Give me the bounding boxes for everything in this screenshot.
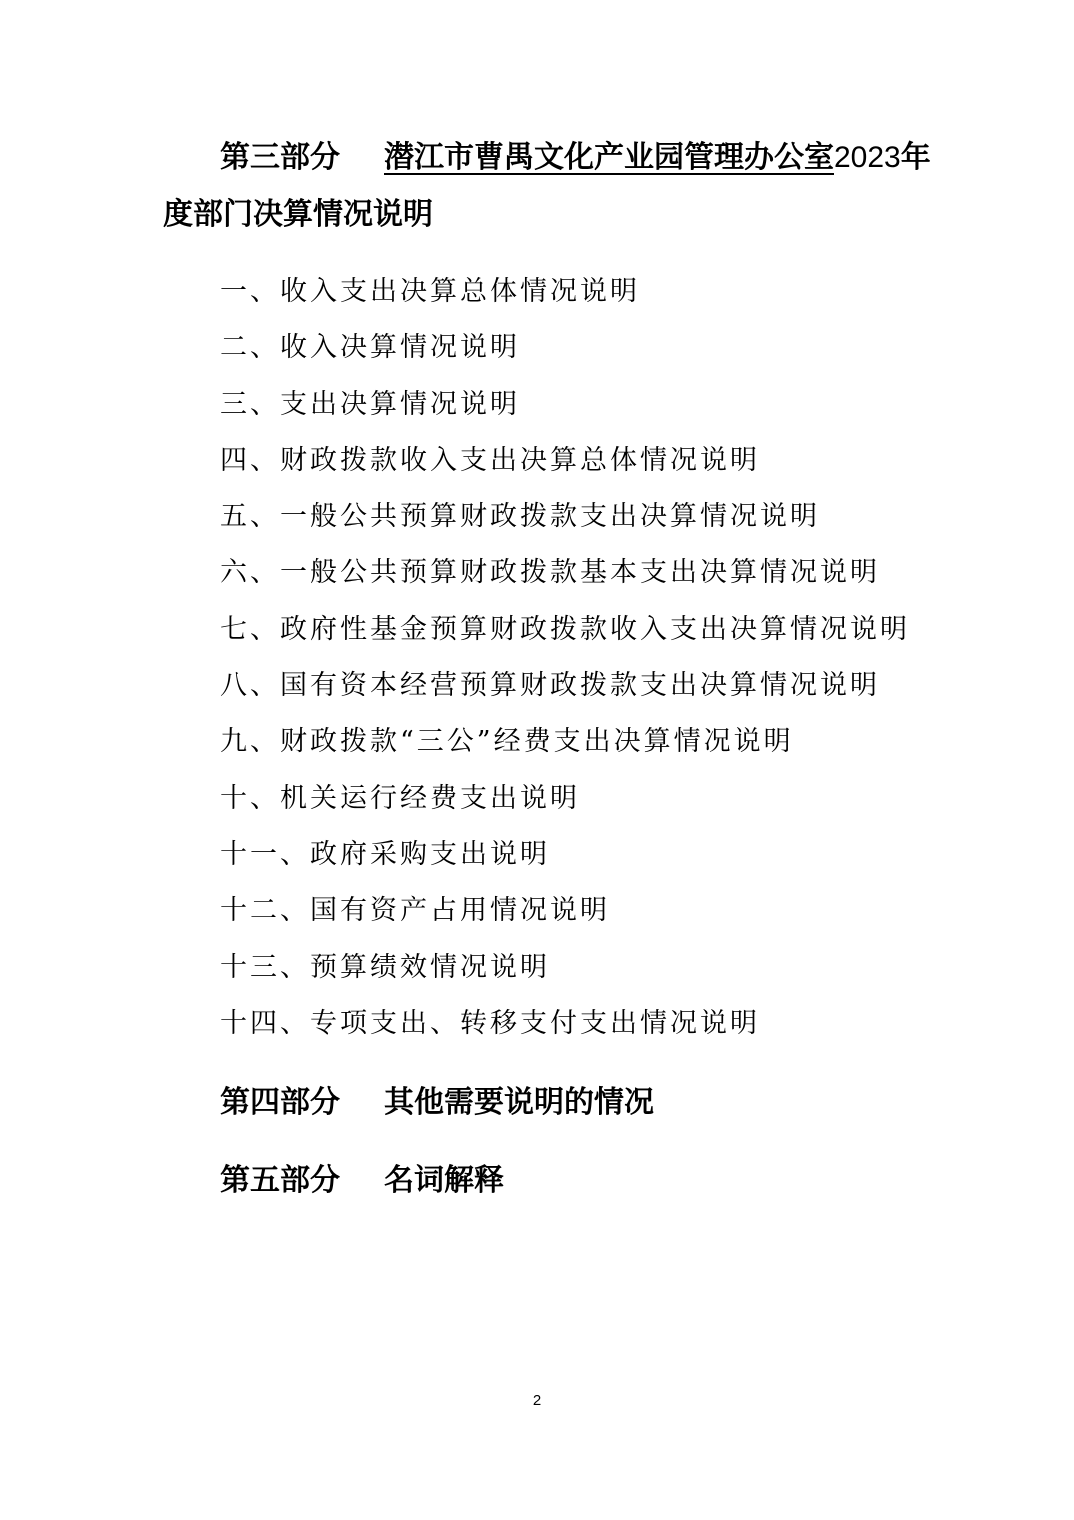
toc-item: 十、机关运行经费支出说明 — [220, 782, 580, 814]
toc-list — [220, 272, 910, 1060]
toc-item: 八、国有资本经营预算财政拨款支出决算情况说明 — [220, 670, 880, 702]
toc-item: 五、一般公共预算财政拨款支出决算情况说明 — [220, 501, 820, 533]
year: 2023 — [834, 141, 901, 174]
toc-item: 六、一般公共预算财政拨款基本支出决算情况说明 — [220, 557, 880, 589]
title-tail-1: 年 — [900, 140, 931, 175]
toc-item: 十二、国有资产占用情况说明 — [220, 895, 610, 927]
title-tail-2: 度部门决算情况说明 — [163, 197, 433, 232]
part4-heading — [220, 1083, 654, 1123]
toc-item: 四、财政拨款收入支出决算总体情况说明 — [220, 444, 760, 476]
part3-heading-line2 — [163, 195, 433, 235]
part4-label: 第四部分 — [220, 1085, 340, 1120]
org-name: 潜江市曹禺文化产业园管理办公室 — [384, 140, 834, 175]
toc-item: 一、收入支出决算总体情况说明 — [220, 276, 640, 307]
part5-title: 名词解释 — [384, 1163, 504, 1198]
part5-label: 第五部分 — [220, 1163, 340, 1198]
part4-title: 其他需要说明的情况 — [384, 1085, 654, 1120]
toc-item: 九、财政拨款“三公”经费支出决算情况说明 — [220, 726, 794, 758]
toc-item: 三、支出决算情况说明 — [220, 388, 520, 420]
part3-heading-line1 — [220, 138, 931, 178]
toc-item: 十四、专项支出、转移支付支出情况说明 — [220, 1007, 760, 1039]
toc-item: 七、政府性基金预算财政拨款收入支出决算情况说明 — [220, 613, 910, 645]
toc-item: 二、收入决算情况说明 — [220, 332, 520, 364]
part3-label: 第三部分 — [220, 140, 340, 175]
part5-heading — [220, 1161, 504, 1201]
toc-item: 十一、政府采购支出说明 — [220, 838, 550, 870]
toc-item: 十三、预算绩效情况说明 — [220, 951, 550, 983]
page-number: 2 — [532, 1392, 542, 1409]
